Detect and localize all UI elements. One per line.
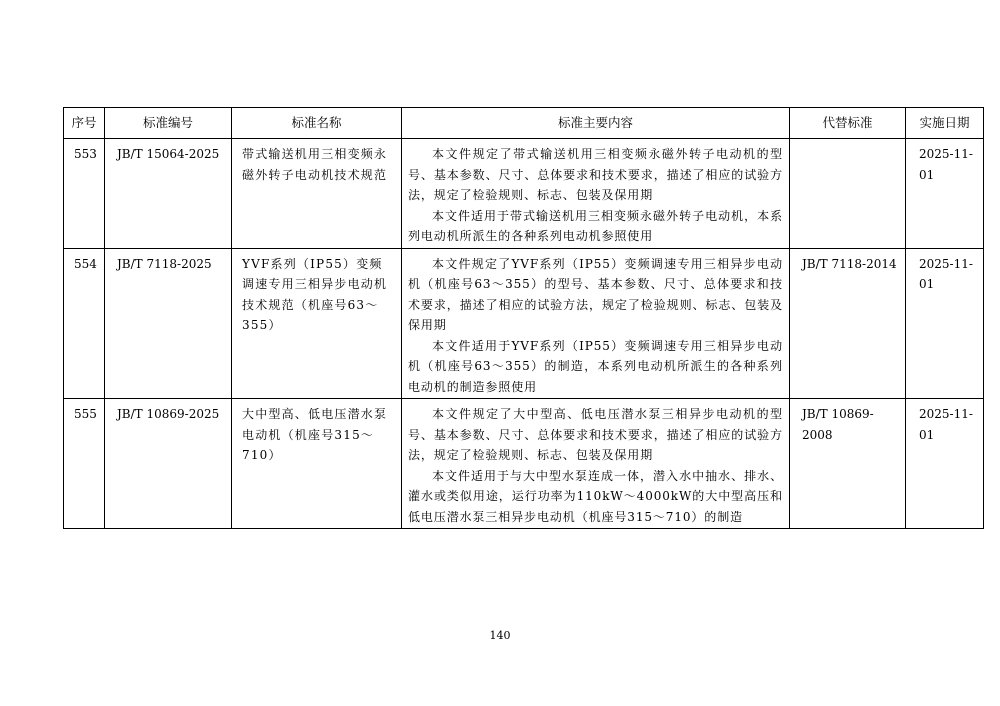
table-row	[64, 139, 984, 249]
row-seq: 554	[74, 256, 97, 271]
header-code: 标准编号	[105, 108, 232, 139]
row-date: 2025-11-01	[919, 407, 973, 442]
table-header-row	[64, 108, 984, 139]
standards-table	[63, 107, 984, 529]
content-paragraph: 本文件规定了大中型高、低电压潜水泵三相异步电动机的型号、基本参数、尺寸、总体要求和技术要求，描述了相应的试验方法，规定了检验规则、标志、包装及保用期	[408, 407, 783, 462]
row-code: JB/T 7118-2025	[117, 256, 212, 271]
row-name: 大中型高、低电压潜水泵电动机（机座号315～710）	[242, 407, 388, 462]
content-paragraph: 本文件规定了YVF系列（IP55）变频调速专用三相异步电动机（机座号63～355）的型号、基本参数、尺寸、总体要求和技术要求，描述了相应的试验方法，规定了检验规则、标志、包装及保用期	[408, 256, 783, 332]
row-date: 2025-11-01	[919, 147, 973, 182]
row-content	[402, 399, 789, 528]
row-name: 带式输送机用三相变频永磁外转子电动机技术规范	[242, 147, 388, 182]
table-row	[64, 399, 984, 529]
content-paragraph: 本文件规定了带式输送机用三相变频永磁外转子电动机的型号、基本参数、尺寸、总体要求和技术要求，描述了相应的试验方法，规定了检验规则、标志、包装及保用期	[408, 147, 783, 202]
row-name: YVF系列（IP55）变频调速专用三相异步电动机技术规范（机座号63～355）	[242, 256, 388, 332]
header-content: 标准主要内容	[402, 108, 790, 139]
row-date: 2025-11-01	[919, 256, 973, 291]
header-replace: 代替标准	[790, 108, 906, 139]
table-row	[64, 248, 984, 399]
page-number: 140	[489, 629, 511, 642]
header-date: 实施日期	[906, 108, 984, 139]
row-content	[402, 139, 789, 248]
content-paragraph: 本文件适用于与大中型水泵连成一体，潜入水中抽水、排水、灌水或类似用途，运行功率为110kW～4000kW的大中型高压和低电压潜水泵三相异步电动机（机座号315～710）的制造	[408, 468, 783, 524]
row-code: JB/T 15064-2025	[117, 147, 220, 161]
row-content	[402, 249, 789, 399]
row-replace: JB/T 7118-2014	[802, 256, 897, 271]
row-seq: 553	[74, 147, 97, 161]
header-seq: 序号	[64, 108, 105, 139]
content-paragraph: 本文件适用于带式输送机用三相变频永磁外转子电动机，本系列电动机所派生的各种系列电动机参照使用	[408, 208, 783, 243]
header-name: 标准名称	[232, 108, 402, 139]
content-paragraph: 本文件适用于YVF系列（IP55）变频调速专用三相异步电动机（机座号63～355）的制造，本系列电动机所派生的各种系列电动机的制造参照使用	[408, 338, 783, 394]
row-replace: JB/T 10869-2008	[802, 407, 874, 442]
row-seq: 555	[74, 407, 97, 421]
row-replace	[790, 139, 905, 145]
row-code: JB/T 10869-2025	[117, 407, 220, 421]
